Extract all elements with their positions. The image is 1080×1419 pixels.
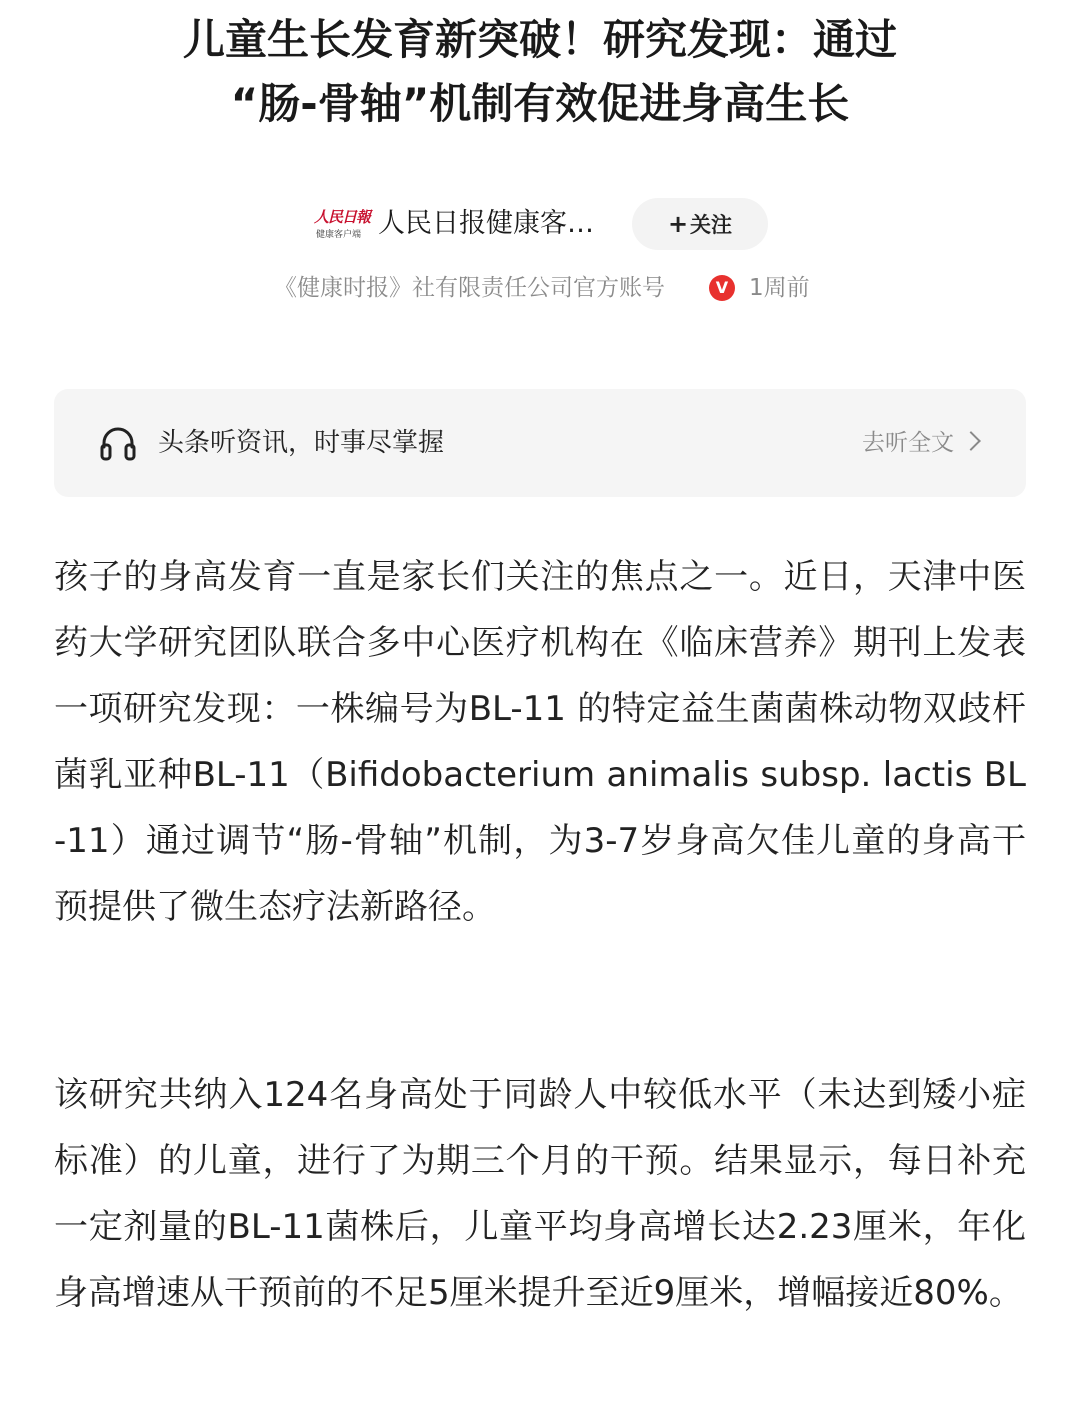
publisher-logo[interactable] (314, 206, 371, 242)
listen-audio-bar[interactable] (54, 389, 1026, 497)
headphone-icon (98, 423, 138, 463)
author-row (0, 196, 1080, 252)
listen-full-article-link[interactable] (862, 421, 978, 465)
chevron-right-icon (961, 431, 981, 451)
follow-button-label: 关注 (690, 213, 733, 237)
article-title (60, 8, 1020, 136)
verified-badge-icon: V (709, 275, 735, 301)
listen-promo-text: 头条听资讯，时事尽掌握 (158, 428, 445, 458)
publish-time: 1周前 (749, 275, 810, 301)
author-meta-row (0, 268, 1080, 308)
article-paragraph-2: 该研究共纳入124名身高处于同龄人中较低水平（未达到矮小症标准）的儿童，进行了为期三个月的干预。结果显示，每日补充一定剂量的BL-11菌株后，儿童平均身高增长达2.23厘米，年化身高增速从干预前的不足5厘米提升至近9厘米，增幅接近80%。 (54, 1075, 1026, 1313)
author-name[interactable]: 人民日报健康客… (378, 208, 594, 239)
listen-full-article-label: 去听全文 (862, 430, 954, 456)
article-title-line-2: “肠-骨轴”机制有效促进身高生长 (230, 79, 850, 128)
account-description: 《健康时报》社有限责任公司官方账号 (274, 275, 665, 301)
article-paragraph-1: 孩子的身高发育一直是家长们关注的焦点之一。近日，天津中医药大学研究团队联合多中心医疗机构在《临床营养》期刊上发表一项研究发现：一株编号为BL-11 的特定益生菌菌株动物双歧杆菌乳亚种BL-11（Bifidobacterium animalis subsp. lactis BL-11）通过调节“肠-骨轴”机制，为3-7岁身高欠佳儿童的身高干预提供了微生态疗法新路径。 (54, 557, 1026, 927)
plus-icon: + (667, 210, 689, 238)
publisher-logo-text: 人民日報 (314, 208, 371, 226)
publisher-logo-subtext: 健康客户端 (316, 230, 362, 240)
article-title-line-1: 儿童生长发育新突破！研究发现：通过 (182, 15, 897, 64)
follow-button[interactable] (632, 198, 768, 250)
